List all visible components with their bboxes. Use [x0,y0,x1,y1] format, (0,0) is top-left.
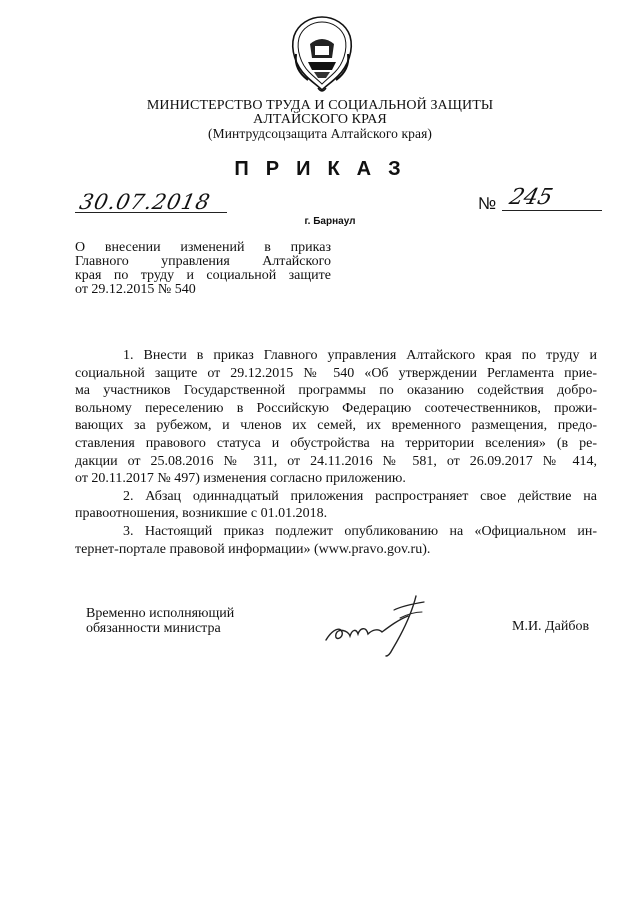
number-underline [502,210,602,211]
document-body [75,347,597,558]
ministry-name-line1: МИНИСТЕРСТВО ТРУДА И СОЦИАЛЬНОЙ ЗАЩИТЫ [146,98,494,113]
body-line: ма участников Государственной программы по оказанию содействия добро- [75,383,597,399]
body-line: тернет-портале правовой информации» (www.pravo.gov.ru). [75,541,431,557]
body-line: 1. Внести в приказ Главного управления Алтайского края по труду и [123,348,597,363]
body-line: социальной защите от 29.12.2015 № 540 «Об утверждении Регламента прие- [75,365,597,381]
signatory-position [86,606,234,636]
position-line: обязанности министра [86,621,221,636]
subject-line: Главного управления Алтайского [75,254,331,269]
document-subject [75,241,331,297]
body-line: вающих за рубежом, и членов их семей, их временного размещения, предо- [75,418,597,434]
body-line: от 20.11.2017 № 497) изменения согласно приложению. [75,471,406,487]
ministry-name-line2: АЛТАЙСКОГО КРАЯ [253,112,387,127]
body-line: 2. Абзац одиннадцатый приложения распространяет свое действие на [123,488,597,504]
body-line: 3. Настоящий приказ подлежит опубликованию на «Официальном ин- [123,523,597,539]
number-label: № [478,194,497,213]
date-underline [75,212,227,213]
coat-of-arms-icon [288,14,356,96]
subject-line: от 29.12.2015 № 540 [75,282,196,297]
ministry-short-name: (Минтрудсоцзащита Алтайского края) [208,126,432,141]
city: г. Барнаул [304,216,356,227]
handwritten-signature-icon [320,590,440,660]
body-line: правоотношения, возникшие с 01.01.2018. [75,506,328,522]
body-line: вольному переселению в Российскую Федерацию соотечественников, прожи- [75,400,597,416]
signatory-name: М.И. Дайбов [512,619,590,634]
body-line: дакции от 25.08.2016 № 311, от 24.11.2016 № 581, от 26.09.2017 № 414, [75,453,597,469]
subject-line: О внесении изменений в приказ [75,240,331,255]
subject-line: края по труду и социальной защите [75,268,331,283]
body-line: ставления правового статуса и обустройства на территории вселения» (в ре- [75,435,597,451]
document-number: 245 [506,185,556,210]
document-title: ПРИКАЗ [234,158,418,180]
position-line: Временно исполняющий [86,606,235,621]
document-date: 30.07.2018 [77,190,213,214]
